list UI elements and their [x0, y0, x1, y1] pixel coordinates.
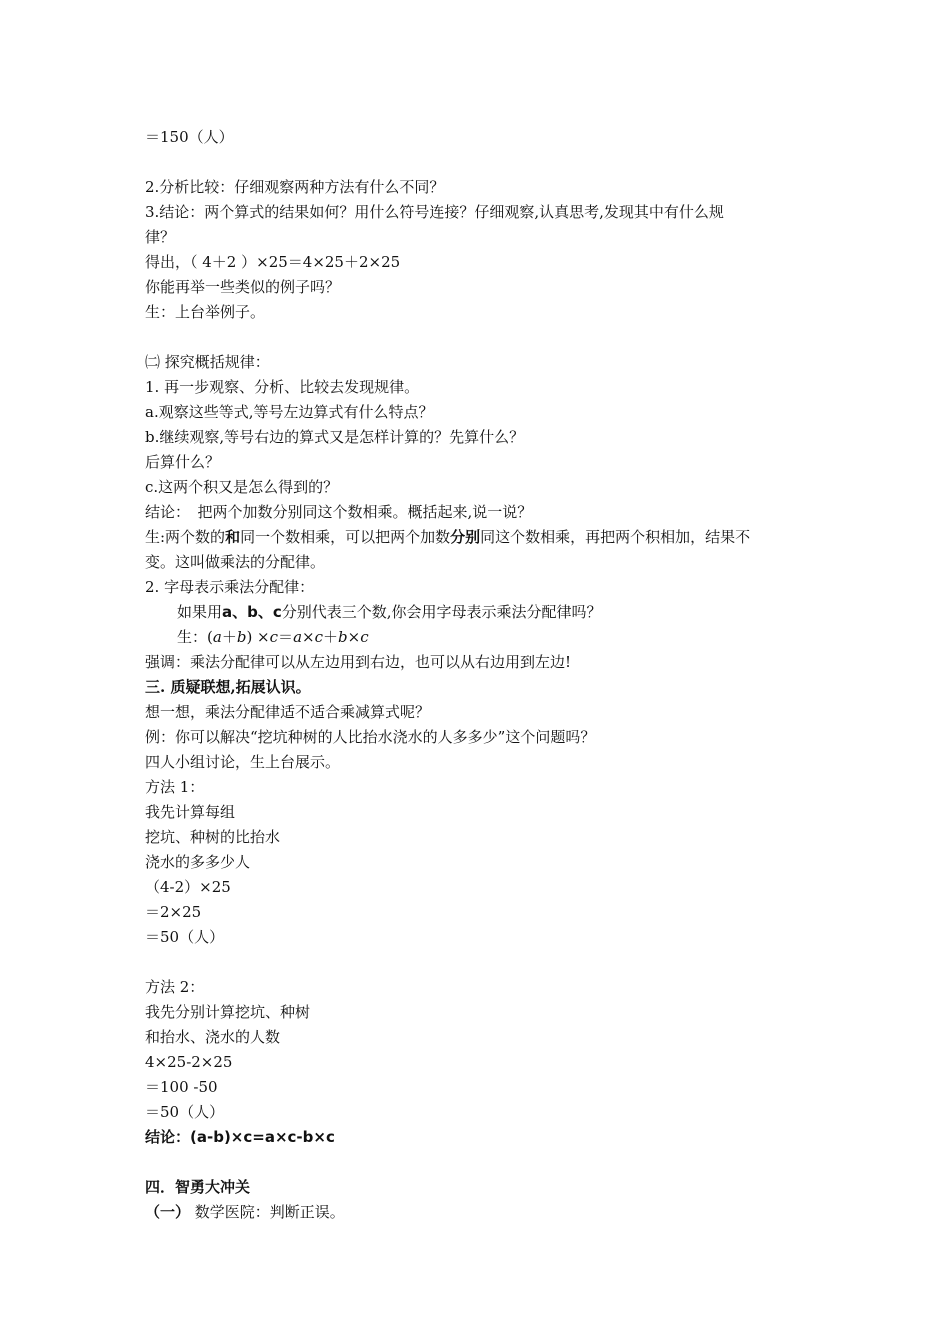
formula-line [177, 627, 369, 647]
formula-line: 4×25-2×25 [145, 1053, 233, 1071]
formula-part: 生：( [177, 628, 213, 646]
text-line: a.观察这些等式,等号左边算式有什么特点？ [145, 403, 434, 421]
bold-term: 和 [225, 528, 241, 546]
section-heading: 四．智勇大冲关 [145, 1178, 251, 1196]
text-line: 2.分析比较：仔细观察两种方法有什么不同？ [145, 178, 445, 196]
text-line: 强调：乘法分配律可以从左边用到右边，也可以从右边用到左边! [145, 653, 572, 671]
text-line: 我先计算每组 [145, 803, 236, 821]
text-line: 后算什么？ [145, 453, 221, 471]
formula-part: ) × [246, 628, 270, 646]
conclusion-line [145, 1127, 335, 1147]
variable: b [338, 628, 348, 646]
variable: c [269, 628, 279, 646]
variable: a [212, 628, 222, 646]
text-line: 你能再举一些类似的例子吗？ [145, 278, 341, 296]
text-line: 方法 2： [145, 978, 205, 996]
text-span: 数学医院：判断正误。 [190, 1203, 345, 1221]
text-line: 四人小组讨论，生上台展示。 [145, 753, 341, 771]
text-span: 生:两个数的 [145, 528, 226, 546]
text-span: 结论： [145, 1128, 191, 1146]
text-line: 挖坑、种树的比抬水 [145, 828, 281, 846]
formula-line: 得出，（ 4＋2 ）×25＝4×25＋2×25 [145, 253, 401, 271]
text-line: 想一想，乘法分配律适不适合乘减算式呢？ [145, 703, 431, 721]
text-line: 律？ [145, 228, 176, 246]
formula-part: × [302, 628, 315, 646]
formula-part: (a-b)×c=a×c-b×c [190, 1128, 335, 1146]
formula-part: ＋ [221, 628, 237, 646]
formula-line: ＝50（人） [145, 1103, 225, 1121]
text-line: 2. 字母表示乘法分配律： [145, 578, 315, 596]
bold-term: 分别 [450, 528, 481, 546]
variable: a [293, 628, 303, 646]
text-span: 分别代表三个数,你会用字母表示乘法分配律吗？ [281, 603, 602, 621]
formula-line: ＝2×25 [145, 903, 202, 921]
bold-term: （一） [145, 1203, 191, 1221]
section-heading: ㈡ 探究概括规律： [145, 353, 270, 371]
text-line [145, 527, 750, 547]
text-line: c.这两个积又是怎么得到的？ [145, 478, 339, 496]
formula-part: ＋ [323, 628, 339, 646]
bold-term: a、b、c [222, 603, 282, 621]
text-line [145, 1202, 345, 1222]
text-line: 生：上台举例子。 [145, 303, 266, 321]
text-line: 和抬水、浇水的人数 [145, 1028, 281, 1046]
text-line: b.继续观察,等号右边的算式又是怎样计算的？先算什么？ [145, 428, 525, 446]
text-line: 3.结论：两个算式的结果如何？用什么符号连接？仔细观察,认真思考,发现其中有什么规 [145, 203, 724, 221]
text-line: 变。这叫做乘法的分配律。 [145, 553, 326, 571]
text-line: 浇水的多多少人 [145, 853, 251, 871]
variable: b [236, 628, 247, 646]
text-line: 例：你可以解决“挖坑种树的人比抬水浇水的人多多少”这个问题吗？ [145, 728, 596, 746]
text-line: ＝150（人） [145, 128, 234, 146]
formula-line: （4-2）×25 [145, 878, 231, 896]
formula-line: ＝50（人） [145, 928, 225, 946]
section-heading: 三. 质疑联想,拓展认识。 [145, 678, 311, 696]
formula-part: ＝ [278, 628, 294, 646]
variable: c [314, 628, 323, 646]
text-line [177, 602, 602, 622]
text-line: 结论： 把两个加数分别同这个数相乘。概括起来,说一说？ [145, 503, 533, 521]
text-span: 同一个数相乘，可以把两个加数 [240, 528, 451, 546]
text-line: 我先分别计算挖坑、种树 [145, 1003, 311, 1021]
formula-line: ＝100 -50 [145, 1078, 218, 1096]
formula-part: × [347, 628, 361, 646]
variable: c [360, 628, 369, 646]
text-span: 同这个数相乘，再把两个积相加，结果不 [480, 528, 751, 546]
text-line: 方法 1： [145, 778, 205, 796]
text-line: 1. 再一步观察、分析、比较去发现规律。 [145, 378, 420, 396]
text-span: 如果用 [177, 603, 223, 621]
